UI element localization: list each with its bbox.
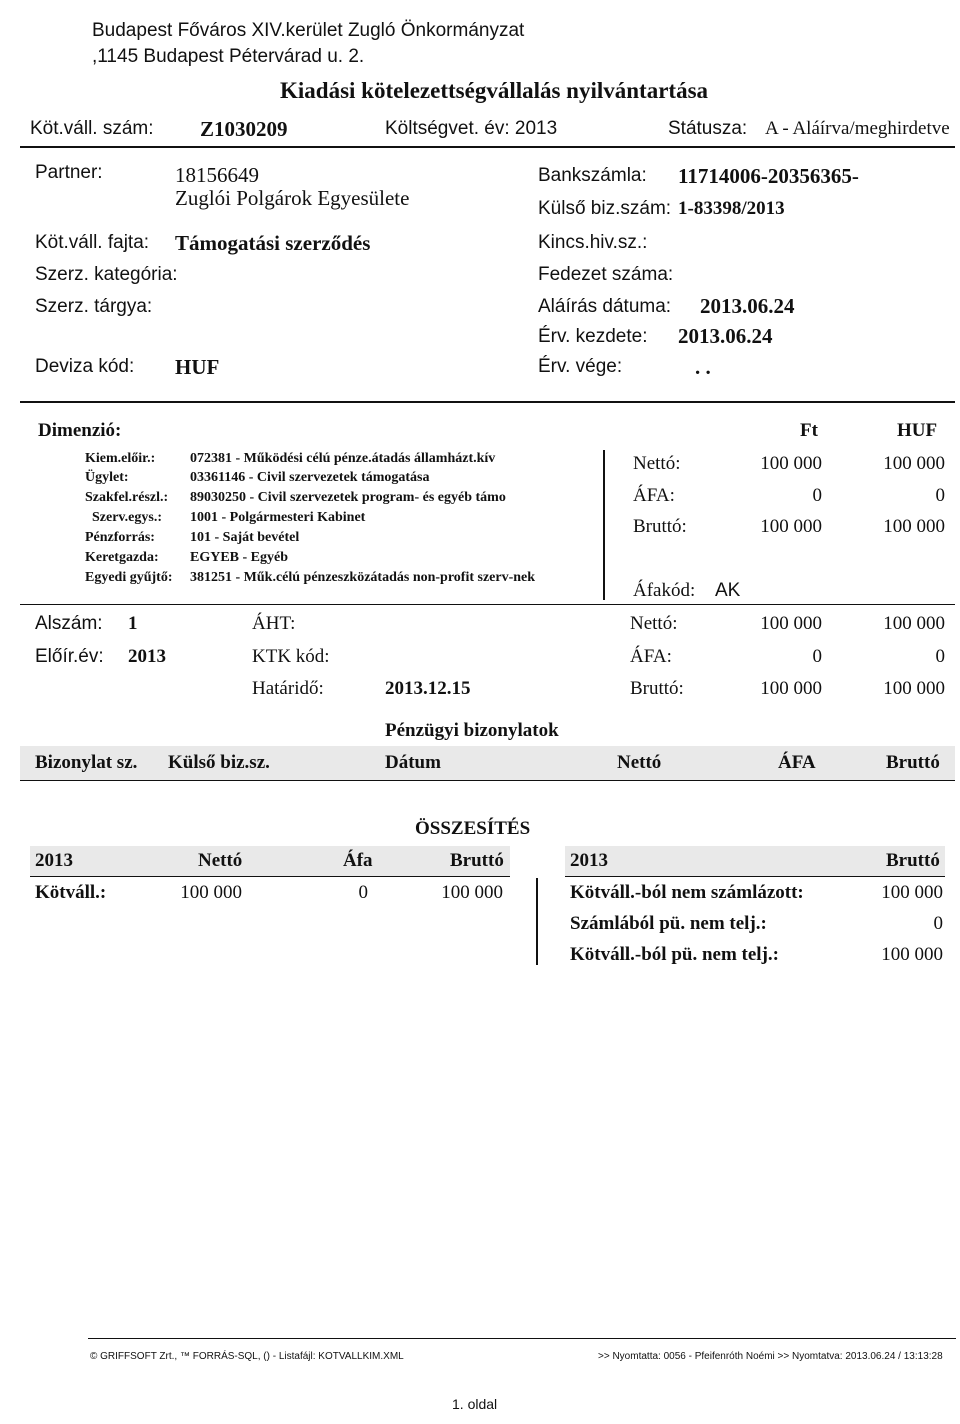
dim-label: Ügylet: — [85, 470, 129, 485]
dim-label: Kiem.előir.: — [85, 451, 156, 466]
kotvall-label: Köt.váll. szám: — [30, 118, 154, 139]
dim-afa-huf: 0 — [935, 485, 945, 506]
al-afa-ft: 0 — [812, 646, 822, 667]
ossz-kotvall-brutto: 100 000 — [441, 882, 503, 903]
al-brutto-label: Bruttó: — [630, 678, 684, 699]
dim-label: Szakfel.részl.: — [85, 490, 169, 505]
dim-netto-huf: 100 000 — [883, 453, 945, 474]
alairas-value: 2013.06.24 — [700, 294, 795, 318]
footer-left: © GRIFFSOFT Zrt., ™ FORRÁS-SQL, () - Listafájl: KOTVALLKIM.XML — [90, 1351, 404, 1362]
bankszamla-label: Bankszámla: — [538, 165, 647, 186]
col-datum: Dátum — [385, 752, 441, 773]
al-netto-label: Nettó: — [630, 613, 678, 634]
erv-kezdete-value: 2013.06.24 — [678, 324, 773, 348]
bizonylatok-title: Pénzügyi bizonylatok — [385, 720, 559, 741]
kotvall-value: Z1030209 — [200, 117, 288, 141]
erv-vege-value: . . — [695, 355, 711, 379]
eloir-value: 2013 — [128, 646, 166, 667]
fedezet-label: Fedezet száma: — [538, 264, 674, 285]
dim-label: Egyedi gyűjtő: — [85, 570, 173, 585]
afakod-label: Áfakód: — [633, 580, 696, 601]
erv-kezdete-label: Érv. kezdete: — [538, 326, 648, 347]
ossz-right-col-brutto: Bruttó — [886, 850, 940, 871]
deviza-label: Deviza kód: — [35, 356, 135, 377]
ktk-label: KTK kód: — [252, 646, 330, 667]
dim-netto-label: Nettó: — [633, 453, 681, 474]
al-brutto-ft: 100 000 — [760, 678, 822, 699]
ossz-right-value: 100 000 — [881, 882, 943, 903]
osszesites-left-band — [30, 846, 510, 876]
bizonylatok-rule — [20, 780, 955, 781]
page-number: 1. oldal — [452, 1396, 498, 1412]
dim-value: 381251 - Műk.célú pénzeszközátadás non-profit szerv-nek — [190, 570, 536, 585]
col-huf-header: HUF — [897, 420, 938, 441]
ossz-right-year: 2013 — [570, 850, 608, 871]
dim-brutto-huf: 100 000 — [883, 516, 945, 537]
ossz-right-label: Számlából pü. nem telj.: — [570, 913, 767, 934]
dim-afa-label: ÁFA: — [633, 485, 675, 506]
dimenzio-rule — [20, 604, 955, 605]
dimenzio-divider — [603, 450, 605, 600]
col-brutto: Bruttó — [886, 752, 940, 773]
kategoria-label: Szerz. kategória: — [35, 264, 178, 285]
col-netto: Nettó — [617, 752, 662, 773]
footer-right: >> Nyomtatta: 0056 - Pfeifenróth Noémi >> Nyomtatva: 2013.06.24 / 13:13:28 — [598, 1351, 943, 1362]
fajta-value: Támogatási szerződés — [175, 231, 371, 255]
al-netto-ft: 100 000 — [760, 613, 822, 634]
org-name: Budapest Főváros XIV.kerület Zugló Önkormányzat — [92, 20, 525, 41]
osszesites-title: ÖSSZESÍTÉS — [415, 818, 531, 839]
erv-vege-label: Érv. vége: — [538, 356, 623, 377]
osszesites-left-rule — [30, 876, 510, 877]
ossz-right-label: Kötváll.-ból pü. nem telj.: — [570, 944, 779, 965]
document-title: Kiadási kötelezettségvállalás nyilvántartása — [280, 78, 709, 103]
al-afa-label: ÁFA: — [630, 646, 672, 667]
col-afa: ÁFA — [778, 752, 816, 773]
ossz-right-value: 100 000 — [881, 944, 943, 965]
alszam-value: 1 — [128, 613, 138, 634]
ossz-kotvall-afa: 0 — [358, 882, 368, 903]
dim-label: Pénzforrás: — [85, 530, 155, 545]
alairas-label: Aláírás dátuma: — [538, 296, 672, 317]
footer-rule — [88, 1338, 956, 1339]
dim-label: Keretgazda: — [85, 550, 159, 565]
hatarido-label: Határidő: — [252, 678, 324, 699]
dim-brutto-label: Bruttó: — [633, 516, 687, 537]
ossz-kotvall-label: Kötváll.: — [35, 882, 107, 903]
ossz-col-netto: Nettó — [198, 850, 243, 871]
targya-label: Szerz. tárgya: — [35, 296, 153, 317]
ossz-right-value: 0 — [933, 913, 943, 934]
status-label: Státusza: — [668, 118, 748, 139]
osszesites-divider — [536, 878, 538, 965]
koltsegvet-label: Költségvet. év: 2013 — [385, 118, 558, 139]
partner-label: Partner: — [35, 162, 103, 183]
al-netto-huf: 100 000 — [883, 613, 945, 634]
org-address: ,1145 Budapest Pétervárad u. 2. — [92, 46, 365, 67]
col-bizonylat: Bizonylat sz. — [35, 752, 138, 773]
alszam-label: Alszám: — [35, 613, 103, 634]
eloir-label: Előír.év: — [35, 646, 104, 667]
partner-rule — [20, 401, 955, 403]
afakod-value: AK — [715, 580, 741, 601]
dim-value: 101 - Saját bevétel — [190, 530, 300, 545]
al-brutto-huf: 100 000 — [883, 678, 945, 699]
ossz-right-label: Kötváll.-ból nem számlázott: — [570, 882, 804, 903]
dim-value: 1001 - Polgármesteri Kabinet — [190, 510, 366, 525]
ossz-col-afa: Áfa — [343, 850, 373, 871]
dim-brutto-ft: 100 000 — [760, 516, 822, 537]
kulso-bizszam-label: Külső biz.szám: — [538, 198, 672, 219]
aht-label: ÁHT: — [252, 613, 296, 634]
ossz-kotvall-netto: 100 000 — [180, 882, 242, 903]
bankszamla-value: 11714006-20356365- — [678, 164, 859, 188]
kincs-label: Kincs.hiv.sz.: — [538, 232, 648, 253]
hatarido-value: 2013.12.15 — [385, 678, 471, 699]
dim-label: Szerv.egys.: — [92, 510, 162, 525]
dim-value: 072381 - Működési célú pénze.átadás államházt.kív — [190, 451, 496, 466]
status-value: A - Aláírva/meghirdetve — [765, 118, 950, 139]
dim-netto-ft: 100 000 — [760, 453, 822, 474]
dim-afa-ft: 0 — [812, 485, 822, 506]
partner-id: 18156649 — [175, 163, 259, 187]
kulso-bizszam-value: 1-83398/2013 — [678, 198, 785, 219]
ossz-col-brutto: Bruttó — [450, 850, 504, 871]
dim-value: 03361146 - Civil szervezetek támogatása — [190, 470, 430, 485]
col-ft-header: Ft — [800, 420, 818, 441]
fajta-label: Köt.váll. fajta: — [35, 232, 150, 253]
dim-value: EGYEB - Egyéb — [190, 550, 289, 565]
col-kulso: Külső biz.sz. — [168, 752, 270, 773]
dim-value: 89030250 - Civil szervezetek program- és egyéb támo — [190, 490, 506, 505]
al-afa-huf: 0 — [935, 646, 945, 667]
ossz-year: 2013 — [35, 850, 73, 871]
deviza-value: HUF — [175, 355, 220, 379]
osszesites-right-rule — [565, 876, 945, 877]
dimenzio-title: Dimenzió: — [38, 420, 122, 441]
partner-name: Zuglói Polgárok Egyesülete — [175, 186, 410, 210]
header-rule — [20, 146, 955, 148]
